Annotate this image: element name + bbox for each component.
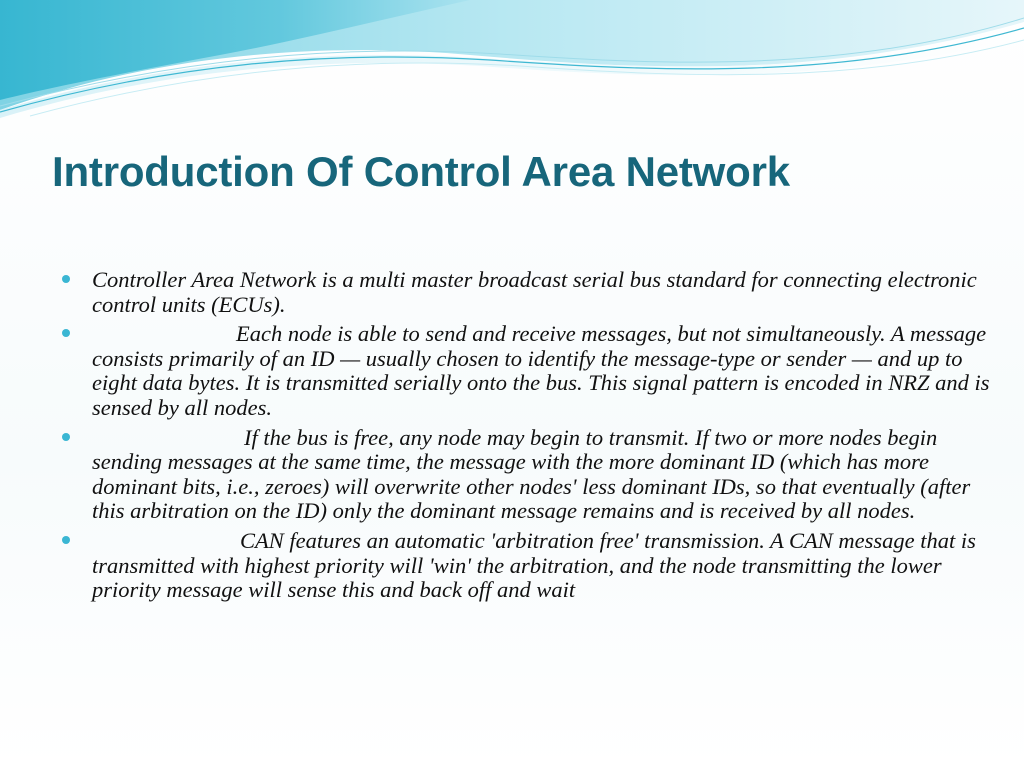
slide-title: Introduction Of Control Area Network — [52, 148, 790, 195]
bullet-text: Controller Area Network is a multi master broadcast serial bus standard for connecting electronic control units (ECUs). — [92, 267, 977, 317]
header-wave-decoration — [0, 0, 1024, 130]
bullet-text: If the bus is free, any node may begin to transmit. If two or more nodes begin sending messages at the same time, the message with the more dominant ID (which has more dominant bits, i.e., zeroes) will overwrite other nodes' less dominant IDs, so that eventually (after this arbitration on the ID) only the dominant message remains and is received by all nodes. — [92, 424, 971, 524]
bullet-dot-icon — [62, 536, 70, 544]
bullet-list — [60, 268, 990, 608]
bullet-item — [60, 426, 990, 524]
bullet-dot-icon — [62, 329, 70, 337]
bullet-item — [60, 268, 990, 317]
bullet-text: Each node is able to send and receive messages, but not simultaneously. A message consists primarily of an ID — usually chosen to identify the message-type or sender — and up to eight data bytes. It is transmitted serially onto the bus. This signal pattern is encoded in NRZ and is sensed by all nodes. — [92, 321, 990, 420]
bullet-item — [60, 529, 990, 603]
bullet-item — [60, 322, 990, 420]
bullet-dot-icon — [62, 433, 70, 441]
bullet-text: CAN features an automatic 'arbitration free' transmission. A CAN message that is transmitted with highest priority will 'win' the arbitration, and the node transmitting the lower priority message will sense this and back off and wait — [92, 527, 976, 603]
bullet-dot-icon — [62, 275, 70, 283]
